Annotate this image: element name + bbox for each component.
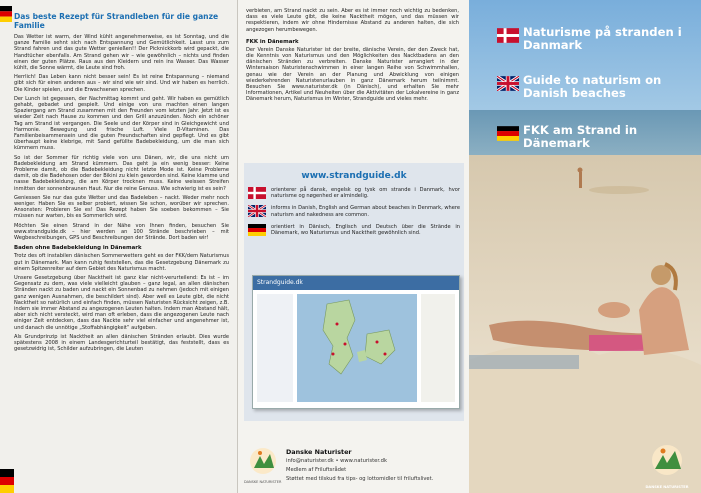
panel2-intro: verbieten, am Strand nackt zu sein. Aber es ist immer noch wichtig zu bedenken, dass es viele Leute gibt, die keine Nacktheit mögen, und das müssen wir respektieren, indem wir ohne Hindernisse Abstand zu anderen halten, die sich angezogen herumbewegen. xyxy=(246,8,459,33)
org-contact[interactable]: info@naturister.dk • www.naturister.dk xyxy=(286,458,387,464)
denmark-map-icon xyxy=(297,294,417,402)
german-flag-corner-icon xyxy=(0,469,14,493)
cover-title: Naturisme på stranden i Danmark xyxy=(523,25,682,52)
paragraph: Geniessen Sie nur das gute Wetter und das Badeleben – nackt. Weder mehr noch weniger. Haben Sie es selber probiert, wissen Sie schon, worüber wir sprechen. Ansonsten: Probieren Sie es! Das Rezept haben Sie soeben bekommen – Sie müssen nur warten, bis es Sommerlich wird. xyxy=(14,194,229,220)
cover-title: FKK am Strand in Dänemark xyxy=(523,123,638,150)
paragraph: Trotz des oft instabilen dänischen Sommerwetters geht es der FKK/dem Naturismus gut in Dänemark. Man kann ruhig feststellen, das die Gesetzgebung Dänemark zu einem Spitzenreiter auf dem Gebiet des Naturismus macht. xyxy=(14,253,229,272)
footer-logo-caption: DANSKE NATURISTER xyxy=(244,480,282,484)
site-map xyxy=(297,294,417,402)
language-text: orientiert in Dänisch, Englisch und Deutsch über die Strände in Dänemark, wo Naturismus und Nacktheit gewöhnlich sind. xyxy=(271,223,460,237)
panel-middle xyxy=(237,0,469,493)
language-text: orienterer på dansk, engelsk og tysk om strande i Danmark, hvor naturisme og nøgenhed er almindelig. xyxy=(271,187,460,200)
danish-flag-icon xyxy=(497,28,519,43)
danske-naturister-cover-logo-icon xyxy=(643,443,691,483)
paragraph: Als Grundprinzip ist Nacktheit an allen dänischen Stränden erlaubt. Dies wurde spätestens 2008 in einem Landesgerichturteil bestätigt, das feststellt, dass es gesetzwidrig ist, Schilder aufzubringen, die Leuten xyxy=(14,333,229,353)
panel1-heading: Das beste Rezept für Strandleben für die ganze Familie xyxy=(14,12,219,30)
fkk-heading: FKK in Dänemark xyxy=(246,38,299,45)
strandguide-box xyxy=(244,163,464,421)
cover-panel xyxy=(469,0,701,493)
german-flag-icon xyxy=(497,126,519,141)
cover-title: Guide to naturism on Danish beaches xyxy=(523,73,662,100)
site-right-column xyxy=(421,294,455,402)
german-flag-icon xyxy=(248,224,266,236)
language-row xyxy=(248,224,460,236)
beach-scene-icon xyxy=(469,150,701,493)
panel1-body-2 xyxy=(14,253,229,352)
language-row xyxy=(248,187,460,199)
paragraph: Der Lunch ist gegessen, der Nachmittag kommt und geht. Wir haben es gemütlich gehabt, gebadet und gespielt. Und einige von uns machten einen langen Spaziergang am Strand zusammen mit den Freunden vom letzten Jahr. Jetzt ist es wieder Zeit nach Hause zu kommen und den Grill anzuzünden. Noch ein schöner Tag am Strand ist vergangen. Die Seele und der Körper sind in Gleichgewicht und Harmonie. Bewegung und frische Luft. Viele D-Vitaminen. Das Familienbeisammensein und die guten Freundschaften sind gepflegt. Und es gibt überhaupt keine klebrige, mit Sand gefüllte Badebekleidung, um die man sich kümmern muss. xyxy=(14,95,229,152)
cover-logo-caption: DANSKE NATURISTER xyxy=(645,485,689,489)
site-sidebar xyxy=(257,294,293,402)
paragraph: Herrlich! Das Leben kann nicht besser sein! Es ist reine Entspannung – niemand gibt sich für einen anderen aus – wir sind wie wir sind. Und wir haben es herrlich. Die Kinder spielen, und die Erwachsenen sprechen. xyxy=(14,74,229,93)
danish-flag-icon xyxy=(248,187,266,199)
paragraph: Unsere Gesetzgebung über Nacktheit ist ganz klar nicht-verurteilend: Es ist – im Gegensatz zu dem, was viele vielleicht glauben – ganz legal, an allen dänischen Stränden nackt zu baden und nackt ein Sonnenbad zu nehmen (jedoch mit einigen ganz wenigen Ausnahmen, die beschildert sind). Aber weil es Leute gibt, die nicht Nacktheit so natürlich und einfach finden, müssen Naturisten Rücksicht zeigen, z.B. indem sie immer Abstand zu angezogenen Leuten halten. Indem man Abstand hält, aber sich nicht versteckt, wird man oft erleben, dass die angezogenen Leute nach einiger Zeit entdecken, dass das Nackte sehr viel einfacher und angenehmer ist, und danach die unnötige „Stoffabhängigkeit“ aufgeben. xyxy=(14,274,229,331)
paragraph: Möchten Sie einen Strand in der Nähe von Ihnen finden, besuchen Sie www.strandguide.dk – hier werden an 100 Strände beschrieben – mit Wegbeschreibungen, GPS und Beschreibungen der Strände. Dort baden wir! xyxy=(14,222,229,242)
language-list xyxy=(248,187,460,236)
website-screenshot xyxy=(252,275,460,409)
british-flag-icon xyxy=(248,205,266,217)
language-text: informs in Danish, English and German about beaches in Denmark, where naturism and nakedness are common. xyxy=(271,205,460,218)
german-flag-icon xyxy=(0,6,12,22)
paragraph: So ist der Sommer für richtig viele von uns Dänen, wir, die uns nicht um Badebekleidung am Strand kümmern. Das geht ja ein wenig besser: Keine Probleme damit, ob die Badebekleidung nicht letzte Mode ist. Keine Probleme damit, ob die Badehosen oder der Bikini zu klein geworden sind. Keine klamme und nasse Badebekleidung, die am Körper trocknen muss. Keine weissen Streifen inmitten der sonnenbraunen Haut. Nur die reine Genuss. Wie schwierig ist es sein? xyxy=(14,154,229,192)
fkk-text: Der Verein Danske Naturister ist der breite, dänische Verein, der den Zweck hat, die Kenntnis von Naturismus und den Möglichkeiten des Nacktbadens an den dänischen Stränden zu verbreiten. Danske Naturister arrangiert in der Wintersaison Naturistenschwimmen in einer langen Reihe von Schwimmhallen, genau wie der Verein an der Planung und Abwicklung von einigen wiederkehrenden Naturistenurlauben in ganz Dänemark herum teilnimmt. Besuchen Sie www.naturister.dk (in Dänisch), und erhalten Sie mehr Informationen, Artikel und Neuheiten über die Aktivitäten der Lokalvereine in ganz Dänemark herum, Naturismus im Winter, Strandguide und vieles mehr. xyxy=(246,46,459,103)
british-flag-icon xyxy=(497,76,519,91)
strandguide-url[interactable]: www.strandguide.dk xyxy=(301,171,407,181)
cover-sky xyxy=(469,0,701,120)
danske-naturister-logo-icon xyxy=(246,446,280,476)
org-member: Medlem af Friluftsrådet xyxy=(286,467,347,473)
org-support: Støttet med tilskud fra tips- og lottomidler til friluftslivet. xyxy=(286,476,434,482)
panel-left xyxy=(0,0,237,493)
panel1-subheading: Baden ohne Badebekleidung in Dänemark xyxy=(14,245,142,252)
language-row xyxy=(248,205,460,217)
browser-title: Strandguide.dk xyxy=(253,276,459,290)
panel1-body xyxy=(14,34,229,241)
paragraph: Das Wetter ist warm, der Wind kühlt angenehmerweise, es ist Sonntag, und die ganze Familie sehnt sich nach Entspannung und Gemütlichkeit. Lasst uns zum Strand fahren und das gute Wetter genießen!! Der Picknickkorb wird gepackt, die Handtücher ebenfalls. Am Strand gehen wir – wie gewöhnlich – nichts und finden einen der guten Plätze. Raus aus den Kleidern und rein ins Wasser. Das Wasser kühlt, die Sonne wärmt, die Leute sind froh. xyxy=(14,34,229,72)
org-name: Danske Naturister xyxy=(286,448,352,456)
